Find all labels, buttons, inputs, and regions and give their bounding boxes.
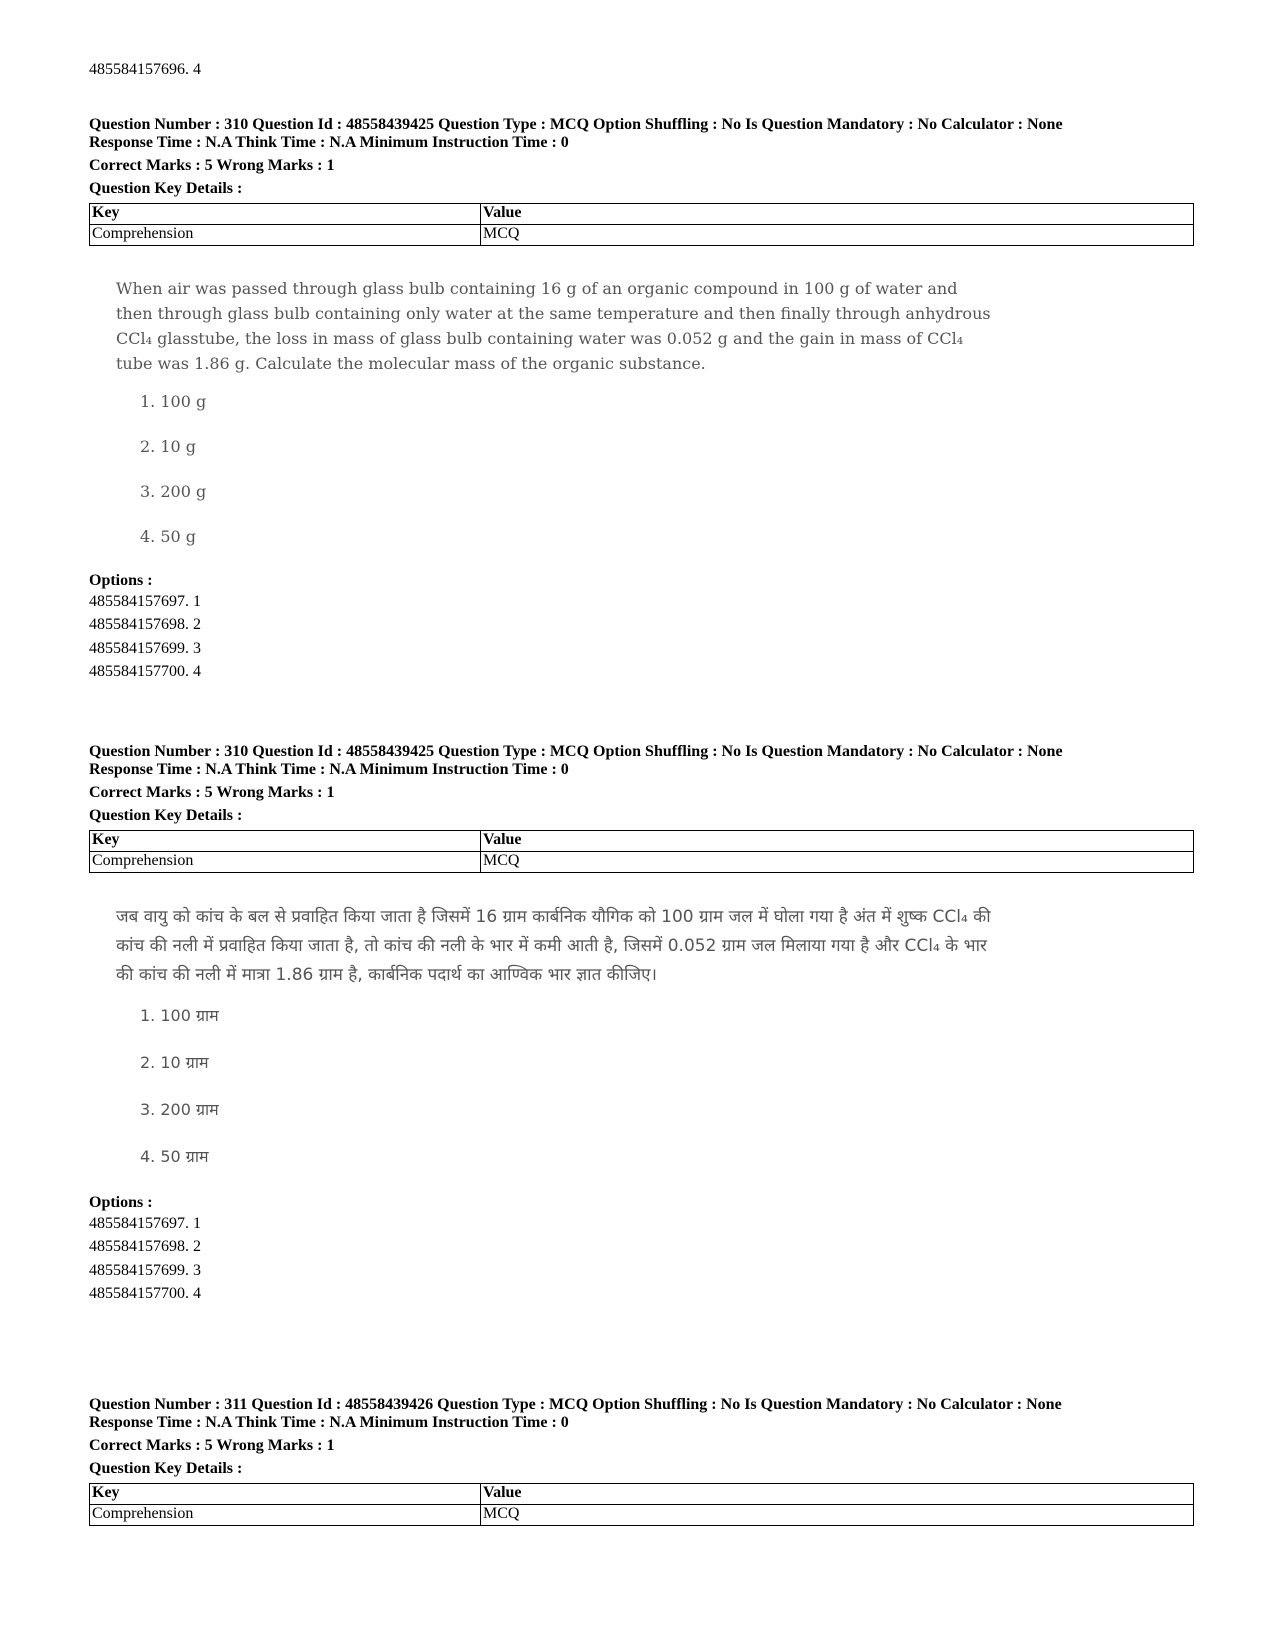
table-row <box>90 1505 1194 1526</box>
table-header-row <box>90 831 1194 852</box>
answer-choices <box>140 1006 996 1194</box>
question-block-1 <box>89 116 1194 683</box>
answer-choice-3: 3. 200 g <box>140 482 207 501</box>
table-header-key: Key <box>90 204 481 225</box>
question-key-details-label: Question Key Details : <box>89 1460 243 1477</box>
options-label: Options : <box>89 572 153 589</box>
option-id: 485584157698. 2 <box>89 1238 201 1256</box>
table-header-value: Value <box>481 1484 1194 1505</box>
answer-choice-4: 4. 50 g <box>140 527 197 546</box>
answer-choice-3: 3. 200 ग्राम <box>140 1100 219 1119</box>
question-key-details-label: Question Key Details : <box>89 180 243 197</box>
question-response-time: Response Time : N.A Think Time : N.A Minimum Instruction Time : 0 <box>89 761 569 778</box>
table-header-value: Value <box>481 204 1194 225</box>
option-id: 485584157700. 4 <box>89 662 201 680</box>
question-key-table <box>89 830 1194 873</box>
question-key-details-label: Question Key Details : <box>89 807 243 824</box>
option-id: 485584157697. 1 <box>89 1215 201 1232</box>
table-cell-key: Comprehension <box>90 225 481 246</box>
previous-option-id: 485584157696. 4 <box>89 61 201 78</box>
question-block-2 <box>89 743 1194 1305</box>
question-header: Question Number : 310 Question Id : 48558439425 Question Type : MCQ Option Shuffling : No Is Question Mandatory : No Calculator : None <box>89 743 1063 760</box>
question-key-table <box>89 1483 1194 1526</box>
question-response-time: Response Time : N.A Think Time : N.A Minimum Instruction Time : 0 <box>89 134 569 151</box>
question-header: Question Number : 311 Question Id : 48558439426 Question Type : MCQ Option Shuffling : No Is Question Mandatory : No Calculator : None <box>89 1396 1062 1413</box>
option-id: 485584157699. 3 <box>89 1261 201 1279</box>
option-id: 485584157697. 1 <box>89 593 201 610</box>
question-marks: Correct Marks : 5 Wrong Marks : 1 <box>89 157 335 174</box>
question-marks: Correct Marks : 5 Wrong Marks : 1 <box>89 1437 335 1454</box>
answer-choices <box>140 392 996 572</box>
answer-choice-1: 1. 100 ग्राम <box>140 1006 219 1025</box>
table-cell-key: Comprehension <box>90 852 481 873</box>
table-header-row <box>90 204 1194 225</box>
table-cell-value: MCQ <box>481 225 1194 246</box>
table-header-key: Key <box>90 831 481 852</box>
table-row <box>90 852 1194 873</box>
question-image-hindi <box>116 903 996 1194</box>
answer-choice-2: 2. 10 ग्राम <box>140 1053 209 1072</box>
option-id: 485584157700. 4 <box>89 1284 201 1302</box>
question-text: जब वायु को कांच के बल से प्रवाहित किया जाता है जिसमें 16 ग्राम कार्बनिक यौगिक को 100 ग्राम जल में घोला गया है अंत में शुष्क CCl₄ की कांच की नली में प्रवाहित किया जाता है, तो कांच की नली के भार में कमी आती है, जिसमें 0.052 ग्राम जल मिलाया गया है और CCl₄ के भार की कांच की नली में मात्रा 1.86 ग्राम है, कार्बनिक पदार्थ का आण्विक भार ज्ञात कीजिए। <box>116 907 991 985</box>
question-response-time: Response Time : N.A Think Time : N.A Minimum Instruction Time : 0 <box>89 1414 569 1431</box>
table-cell-value: MCQ <box>481 852 1194 873</box>
table-row <box>90 225 1194 246</box>
question-marks: Correct Marks : 5 Wrong Marks : 1 <box>89 784 335 801</box>
table-cell-value: MCQ <box>481 1505 1194 1526</box>
answer-choice-2: 2. 10 g <box>140 437 197 456</box>
table-cell-key: Comprehension <box>90 1505 481 1526</box>
options-label: Options : <box>89 1194 153 1211</box>
table-header-row <box>90 1484 1194 1505</box>
answer-choice-4: 4. 50 ग्राम <box>140 1147 209 1166</box>
option-id: 485584157699. 3 <box>89 639 201 657</box>
question-key-table <box>89 203 1194 246</box>
option-id: 485584157698. 2 <box>89 616 201 634</box>
answer-choice-1: 1. 100 g <box>140 392 207 411</box>
table-header-key: Key <box>90 1484 481 1505</box>
table-header-value: Value <box>481 831 1194 852</box>
question-text: When air was passed through glass bulb containing 16 g of an organic compound in 100 g of water and then through glass bulb containing only water at the same temperature and then finally through anhydrous CCl₄ glasstube, the loss in mass of glass bulb containing water was 0.052 g and the gain in mass of CCl₄ tube was 1.86 g. Calculate the molecular mass of the organic substance. <box>116 279 991 373</box>
question-image-english <box>116 276 996 572</box>
question-header: Question Number : 310 Question Id : 48558439425 Question Type : MCQ Option Shuffling : No Is Question Mandatory : No Calculator : None <box>89 116 1063 133</box>
question-block-3 <box>89 1396 1194 1526</box>
